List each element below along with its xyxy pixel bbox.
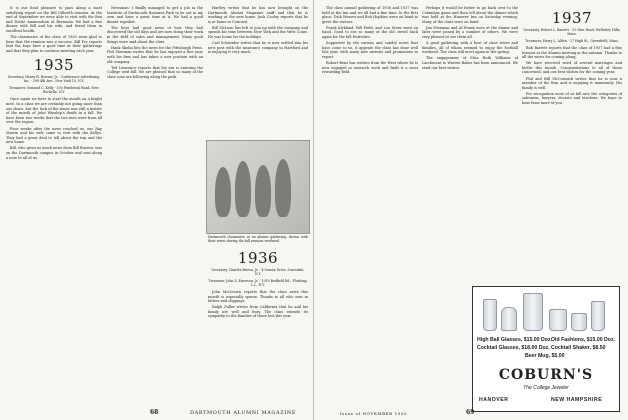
paragraph: Once again we have to start the month on a bright note. In a class we are certainly not going more than our share, but the luck of the times was still a matter of the month of John Winship's death in a fall. We have been two weeks that the two men were from all over the region. [6, 97, 102, 125]
paragraph: Bill McLean has left to join up with the company and spends his time between New York and the West Coast. He was home for the holidays. [208, 25, 308, 40]
paragraph: Four weeks after the news reached us, our Ray Martin and his wife came to visit with the Kellys. They had a great deal to tell about the trip and the new home. [6, 126, 102, 145]
paragraph: The engagement of Miss Ruth Williams of Larchmont to Warren Baker has been announced. We send our best wishes. [422, 56, 518, 70]
person-figure [255, 165, 271, 217]
paragraph: We have received word of several marriages and births this month. Congratulations to all of those concerned, and our best wishes for the coming year. [522, 61, 622, 75]
issue-footer: Issue of NOVEMBER 1955 [340, 411, 408, 416]
class-treasurer-info: Treasurer, John S. Emerson, Jr. · 1919 Redfield Rd., Flushing, L.I., N.Y. [208, 279, 308, 287]
cocktail-glass-icon [501, 307, 517, 331]
paragraph: The class annual gathering of 1936 and 1937 was held at the Inn and we all had a fine time. In the first place, Dick Weaver and Bob Hopkins were on hand to greet the visitors. [322, 6, 418, 24]
magazine-footer: DARTMOUTH ALUMNI MAGAZINE [190, 410, 297, 416]
paragraph: John McGovern reports that the class news this month is especially sparse. Thanks to all who sent in letters and clippings. [208, 290, 308, 304]
class-year-heading: 1935 [33, 56, 75, 75]
page-number: 68 [150, 409, 159, 416]
class-secretary-info: Secretary, Charles Brown, Jr. · 4 Sussex Drive, Scarsdale, N.Y. [211, 268, 305, 276]
paragraph: Frank Kirkland, Bill Field, and Lou Stern were on hand. Good to see so many of the old crowd back again for the fall festivities. [322, 25, 418, 40]
column-5 [422, 6, 518, 276]
old-fashioned-glass-icon [571, 313, 587, 331]
column-3-top [208, 6, 308, 134]
price-beer-mug: Beer Mug, $5.00 [525, 353, 565, 359]
coburns-advertisement [472, 286, 620, 412]
brand-name: COBURN'S [498, 367, 594, 383]
paragraph: For recognition most of us fall into the categories of salesmen, lawyers, doctors and teachers. We hope to hear from more of you. [522, 91, 622, 106]
class-treasurer-info: Treasurer, Osmond C. Kelly · 100 Pinebrook Road, New Rochelle, N.Y. [9, 86, 99, 95]
paragraph: Bill, who gives us much news from Bill Burrow, was on the Dartmouth campus in October and sent along a note to all of us. [6, 146, 102, 160]
paragraph: The boys had good news of how they had discovered the old days and are now doing their work in the field of sales and management. Many good things were said about the class. [107, 25, 203, 44]
cocktail-shaker-icon [523, 293, 543, 331]
group-photo [206, 140, 310, 234]
paragraph: Ralph Fuller writes from California that he and his family are well and busy. The class extends its sympathy to the families of those lost this year. [208, 305, 308, 319]
paragraph: Carl Schneider writes that he is now settled into his new post with the insurance company in Hartford and is enjoying it very much. [208, 41, 308, 55]
paragraph: Phil and Bill McCormick writes that he is now a member of the firm and is enjoying it immensely. His family is well. [522, 76, 622, 90]
column-6 [522, 6, 622, 276]
paragraph: Robert Benz has written from the West where he is now engaged in research work and finds it a most rewarding field. [322, 61, 418, 75]
column-2 [107, 6, 203, 81]
class-year-heading: 1936 [237, 249, 279, 267]
beer-mug-icon [549, 309, 567, 331]
location-state: NEW HAMPSHIRE [551, 397, 603, 403]
class-year-heading: 1937 [551, 9, 593, 27]
highball-glass-icon [483, 299, 497, 331]
price-cocktail-glasses: Cocktail Glasses, $18.00 Doz. [477, 345, 550, 351]
paragraph: Hank Skelin hits the news for the Pittsburgh Press. Phil Sherman writes that he has enjoyed a fine year with his firm and has taken a new position with an old company. [107, 45, 203, 64]
person-figure [215, 167, 231, 217]
column-1 [6, 6, 102, 162]
price-old-fashions: Old Fashions, $15.00 Doz. [551, 337, 615, 343]
highball-glass-icon [591, 301, 605, 331]
paragraph: Newsman: I finally managed to get a job in the Institute of Dartmouth Business Park to be out in my own and have a great time at it. We had a good dinner together. [107, 6, 203, 24]
brand-tagline: The College Jeweler [523, 385, 569, 391]
photo-caption: Dartmouth classmates at an alumni gathering, shown with their wives during the fall reunion weekend. [208, 235, 308, 243]
paragraph: Perhaps it would be better to go back over to the Columbus game and then tell about the dinner which was held at the Hanover Inn on Saturday evening. Many of the class were on hand. [422, 6, 518, 24]
class-secretary-info: Secretary, Robert L. Barrett · 33 Glen Road, Wellesley Hills, Mass. [523, 28, 621, 36]
paragraph: The classmates of the class of 1935 were glad to hear that the reunion was a success. Bill Fry reports that the boys have a good time at their gatherings and that they plan to continue meeting each year. [6, 35, 102, 53]
paragraph: It is our fond pleasure to pass along a most satisfying report on the Bill Gilbreth reunion. At the end of September we were able to visit with the Ben and Dottie Ammondson at Bermuda. We had a fine dinner with Bill and his wife, and found them in excellent health. [6, 6, 102, 33]
price-cocktail-shaker: Cocktail Shaker, $8.50 [551, 345, 606, 351]
person-figure [235, 161, 251, 217]
location-town: HANOVER [479, 397, 509, 403]
paragraph: Ted Lawrence reports that his son is entering the College next fall. We are pleased that so many of the class sons are following along the path. [107, 65, 203, 79]
paragraph: Hartley writes that he has now brought on the Dartmouth Alumni Magazine staff and that he is working at the new home. Jack Cooley reports that he is at home in Concord. [208, 6, 308, 24]
person-figure [275, 159, 291, 217]
column-3-bottom [208, 246, 308, 396]
paragraph: A good gathering with a host of class wives and families, all of whom seemed to enjoy the football weekend. The class will meet again in the spring. [422, 41, 518, 55]
column-4 [322, 6, 418, 402]
paragraph: Supported by the various and sundry notes that have come to us, it appears the class has done well this year, with many new arrivals and promotions to report. [322, 41, 418, 59]
class-secretary-info: Secretary, Henry R. Bowser, Jr. · Conference Advertising, Inc. · 299 4th Ave., New York 10, N.Y. [7, 75, 101, 84]
paragraph: Bob Barrett reports that the class of 1937 had a fine turnout at the Alumni meeting in the autumn. Thanks to all the wives for coming along. [522, 46, 622, 60]
glassware-illustration [479, 291, 613, 331]
class-treasurer-info: Treasurer, Harry L. Alden · 27 High St., Greenfield, Mass. [525, 39, 619, 43]
page-number: 69 [466, 409, 475, 416]
paragraph: Jim Wiseman and Al Frank were at the dinner and later were joined by a number of others. We were very pleased to see them all. [422, 25, 518, 40]
price-highball: High Ball Glasses, $15.00 Doz. [477, 337, 552, 343]
